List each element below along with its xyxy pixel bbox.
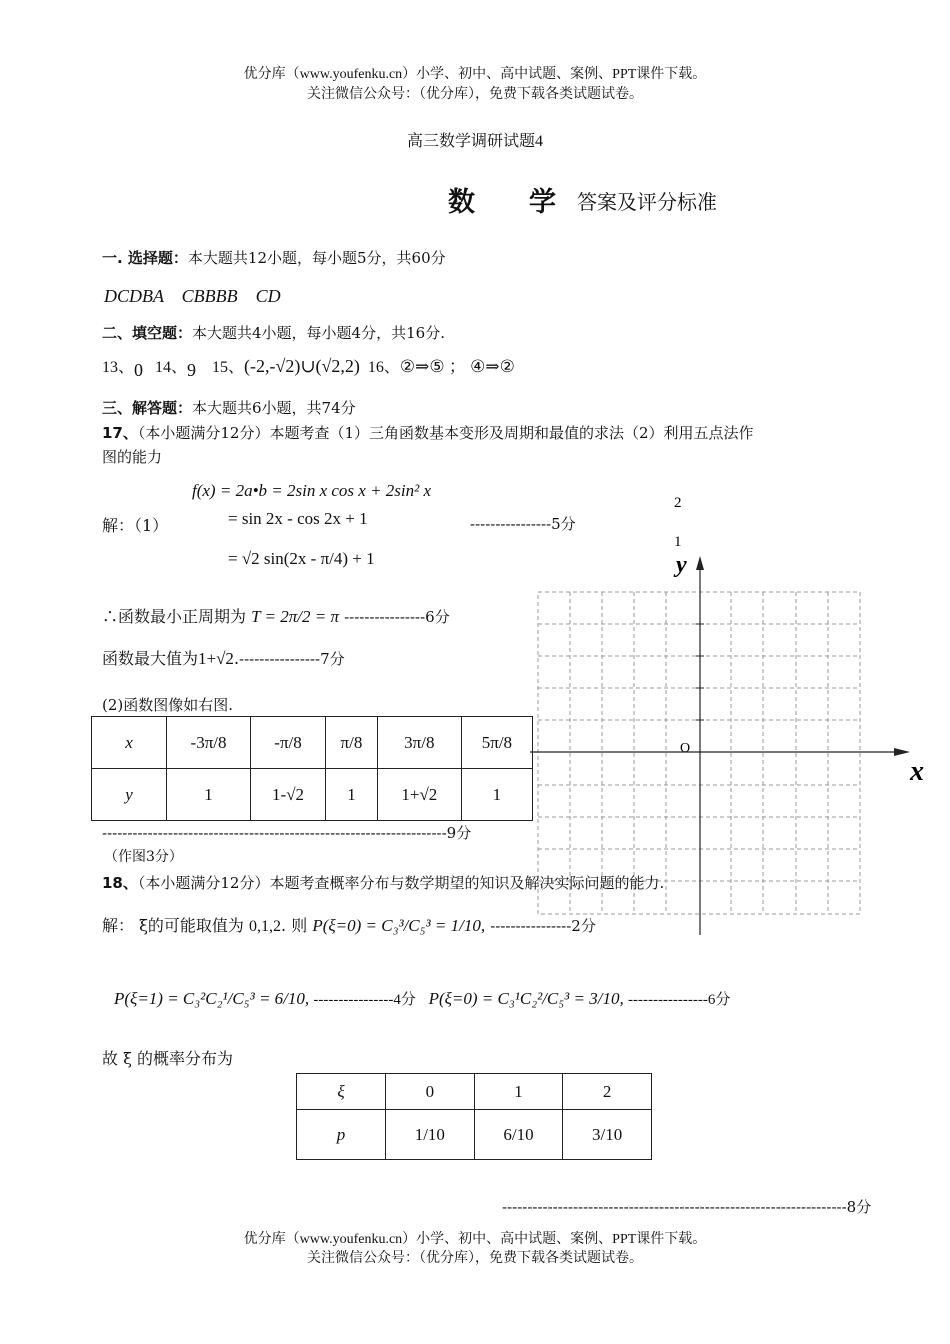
section2-desc: 本大题共4小题，每小题4分，共16分. — [192, 324, 445, 342]
q14-answer: 9 — [187, 360, 197, 380]
q18-table-prob: 1/10 — [386, 1110, 475, 1160]
q18-table-value: 2 — [563, 1074, 652, 1110]
q17-table — [91, 716, 533, 821]
graph-axis-y-label: y — [676, 552, 687, 578]
q18-dist-text: 故 ξ 的概率分布为 — [102, 1049, 233, 1068]
q17-table-x-cell: -3π/8 — [167, 717, 251, 769]
q18-line2 — [114, 988, 730, 1009]
q17-intro-line — [102, 422, 754, 443]
q18-line1 — [102, 913, 596, 936]
q18-xi-values: 0,1,2 — [249, 918, 282, 935]
doc-title-big: 数 学 — [448, 187, 556, 218]
q15-answer: (-2,-√2)∪(√2,2) — [244, 356, 360, 376]
graph-y-arrow — [696, 556, 704, 570]
q17-part2: (2)函数图像如右图. — [102, 696, 234, 714]
q17-period-line — [102, 604, 450, 627]
q17-intro2: 图的能力 — [102, 448, 163, 466]
q17-period-eq: T = 2π/2 = π — [251, 607, 339, 626]
q15-label: 15、 — [212, 359, 245, 376]
q18-score8: --------------------------------------------------------------------8分 — [502, 1198, 872, 1216]
q18-table-value: 1 — [474, 1074, 563, 1110]
section3-line — [102, 397, 356, 418]
q17-max-text: 函数最大值为 — [102, 649, 199, 668]
q17-eq1: f(x) = 2a•b = 2sin x cos x + 2sin² x — [192, 481, 432, 500]
graph-label-1: 1 — [674, 534, 682, 550]
section1-answers: DCDBA CBBBB CD — [104, 286, 281, 306]
graph-label-2: 2 — [674, 495, 682, 511]
q17-table-y-cell: 1 — [461, 769, 532, 821]
q17-table-y-cell: 1-√2 — [251, 769, 326, 821]
q18-xi-text: ξ的可能取值为 — [139, 916, 244, 935]
section2-heading: 二、填空题： — [102, 324, 193, 342]
q18-p0: P(ξ=0) = C₃³/C₅³ = 1/10, — [312, 916, 486, 935]
q18-table-header-label: ξ — [297, 1074, 386, 1110]
q18-p2: P(ξ=0) = C₃¹C₂²/C₅³ = 3/10, — [428, 989, 624, 1008]
q17-table-y-cell: 1 — [167, 769, 251, 821]
q17-eq2: = sin 2x - cos 2x + 1 — [228, 509, 368, 528]
footer-line-2: 关注微信公众号：（优分库），免费下载各类试题试卷。 — [307, 1251, 643, 1266]
q14-label: 14、 — [155, 359, 188, 376]
q17-table-x-cell: 5π/8 — [461, 717, 532, 769]
q18-table-prob: 6/10 — [474, 1110, 563, 1160]
doc-subtitle: 高三数学调研试题4 — [406, 133, 543, 150]
graph-origin: O — [680, 741, 691, 756]
q17-table-x-label: x — [92, 717, 167, 769]
graph-axis-x-label: x — [910, 756, 924, 787]
q17-intro: （本小题满分12分）本题考查（1）三角函数基本变形及周期和最值的求法（2）利用五点法作 — [137, 424, 754, 442]
q17-period-text: ∴函数最小正周期为 — [102, 607, 247, 626]
q17-score7: ----------------7分 — [239, 650, 345, 668]
section3-heading: 三、解答题： — [102, 399, 193, 417]
q17-score5: ----------------5分 — [470, 515, 576, 533]
section1-line — [102, 247, 446, 268]
q16-label: 16、 — [367, 359, 400, 376]
q17-jie: 解：（1） — [102, 516, 169, 535]
q16-answer: ②⇒⑤ ； ④⇒② — [399, 357, 515, 376]
q17-graph — [530, 480, 950, 940]
q18-label: 18、 — [102, 874, 138, 892]
q17-table-x-cell: π/8 — [326, 717, 378, 769]
section2-answers-row — [102, 352, 515, 380]
q17-label: 17、 — [102, 424, 138, 442]
q17-max-val: 1+√2 — [198, 649, 234, 668]
q18-table-value: 0 — [386, 1074, 475, 1110]
q17-table-x-cell: 3π/8 — [377, 717, 461, 769]
q13-label: 13、 — [102, 359, 135, 376]
q18-table-row-label: p — [297, 1110, 386, 1160]
q17-table-y-cell: 1+√2 — [377, 769, 461, 821]
q17-max-line: 函数最大值为1+√2.----------------7分 — [102, 649, 345, 668]
q18-score4: ----------------4分 — [313, 992, 416, 1008]
q18-intro: （本小题满分12分）本题考查概率分布与数学期望的知识及解决实际问题的能力. — [137, 874, 665, 892]
q13-answer: 0 — [134, 360, 144, 380]
header-line-1: 优分库（www.youfenku.cn）小学、初中、高中试题、案例、PPT课件下载。 — [243, 67, 707, 82]
q17-table-x-cell: -π/8 — [251, 717, 326, 769]
section3-desc: 本大题共6小题，共74分 — [192, 399, 356, 417]
graph-grid — [538, 592, 860, 914]
q17-score6: ----------------6分 — [344, 608, 450, 626]
section1-heading: 一. 选择题： — [102, 249, 188, 267]
q17-table-y-label: y — [92, 769, 167, 821]
graph-x-arrow — [894, 748, 910, 756]
section2-line — [102, 322, 445, 343]
q18-table-prob: 3/10 — [563, 1110, 652, 1160]
section1-desc: 本大题共12小题，每小题5分，共60分 — [187, 249, 446, 267]
q17-eq3: = √2 sin(2x - π/4) + 1 — [228, 549, 375, 568]
q17-score9: --------------------------------------------------------------------9分 — [102, 824, 472, 842]
q18-p1: P(ξ=1) = C₃²C₂¹/C₅³ = 6/10, — [114, 989, 310, 1008]
q18-score2: ----------------2分 — [490, 917, 596, 935]
q18-score6: ----------------6分 — [627, 992, 731, 1008]
footer-line-1: 优分库（www.youfenku.cn）小学、初中、高中试题、案例、PPT课件下载。 — [243, 1232, 707, 1247]
q18-then: . 则 — [281, 916, 308, 935]
q17-table-y-cell: 1 — [326, 769, 378, 821]
header-line-2: 关注微信公众号：（优分库），免费下载各类试题试卷。 — [307, 87, 643, 102]
q17-draw-note: （作图3分） — [104, 849, 183, 865]
doc-title-small: 答案及评分标准 — [577, 190, 717, 214]
q18-intro-line — [102, 872, 664, 893]
q18-jie: 解： — [102, 916, 135, 935]
q18-table — [296, 1073, 652, 1160]
